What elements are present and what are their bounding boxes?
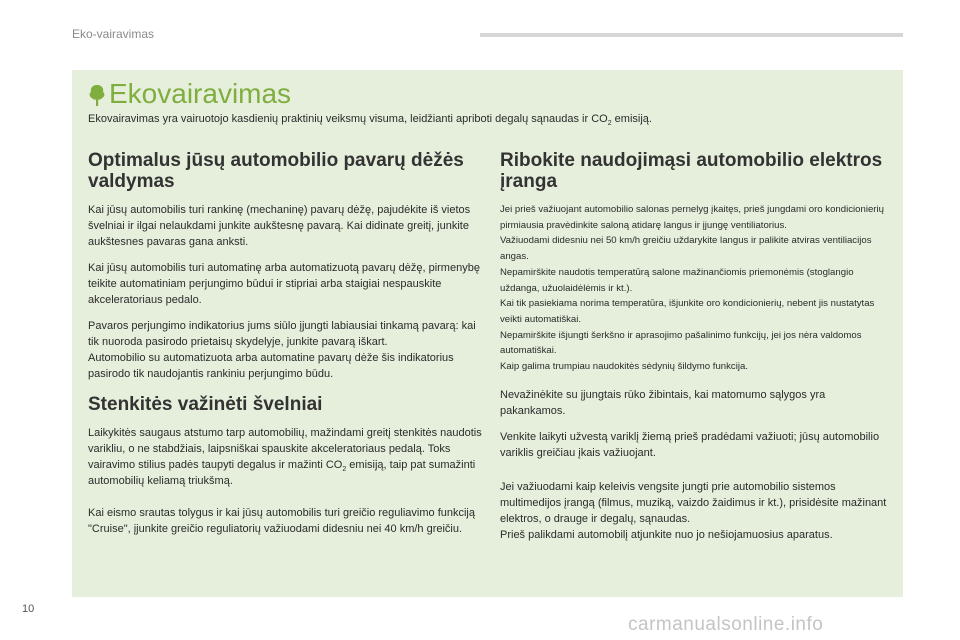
right-column bbox=[500, 150, 890, 543]
small-paragraph: Nepamirškite naudotis temperatūrą salone mažinančiomis priemonėmis (stoglangio uždanga, užuolaidėlėmis ir kt.). bbox=[500, 266, 854, 294]
heading-gearbox: Optimalus jūsų automobilio pavarų dėžės valdymas bbox=[88, 150, 464, 192]
section-title: Eko-vairavimas bbox=[72, 27, 155, 41]
small-paragraph: Nepamirškite išjungti šerkšno ir aprasojimo pašalinimo funkcijų, jei jos nėra valdomos automatiškai. bbox=[500, 329, 862, 357]
paragraph: Jei važiuodami kaip keleivis vengsite jungti prie automobilio sistemos multimedijos įrangą (filmus, muziką, vaizdo žaidimus ir kt.), prisidėsite mažinant elektros, o drauge ir degalų, sąnaudas. bbox=[500, 480, 887, 525]
heading-smooth-driving: Stenkitės važinėti švelniai bbox=[88, 394, 323, 415]
paragraph: Venkite laikyti užvestą variklį žiemą prieš pradėdami važiuoti; jūsų automobilio variklis greičiau įkais važiuojant. bbox=[500, 430, 880, 459]
intro-text: Ekovairavimas yra vairuotojo kasdienių praktinių veiksmų visuma, leidžianti apriboti degalų sąnaudas ir $CO_2$ emisiją. bbox=[88, 113, 652, 128]
paragraph: Kai jūsų automobilis turi automatinę arba automatizuotą pavarų dėžę, pirmenybę teikite automatiniam perjungimo būdui ir stipriai arba staigiai nespauskite akceleratoriaus pedalo. bbox=[88, 262, 480, 306]
small-paragraph: Kai tik pasiekiama norima temperatūra, išjunkite oro kondicionierių, nebent jis nustatytas veikti automatiškai. bbox=[500, 298, 875, 325]
paragraph: Automobilio su automatizuota arba automatine pavarų dėže šis indikatorius pasirodo tik naudojantis rankiniu perjungimo būdu. bbox=[88, 352, 454, 380]
paragraph: Laikykitės saugaus atstumo tarp automobilių, mažindami greitį stenkitės naudotis varikliu, o ne stabdžiais, laipsniškai spauskite akceleratoriaus pedalą. Toks vairavimo stilius padės taupyti degalus ir mažinti $CO_2$ emisiją, taip pat sumažinti automobilių keliamą triukšmą. bbox=[88, 427, 482, 487]
small-paragraph: Važiuodami didesniu nei 50 km/h greičiu uždarykite langus ir palikite atviras ventiliacijos angas. bbox=[500, 235, 872, 263]
paragraph: Kai eismo srautas tolygus ir kai jūsų automobilis turi greičio reguliavimo funkciją "Cruise", įjunkite greičio reguliatorių važiuodami didesniu nei 40 km/h greičiu. bbox=[88, 507, 475, 535]
small-paragraph: Kaip galima trumpiau naudokitės sėdynių šildymo funkcija. bbox=[500, 361, 748, 373]
paragraph: Prieš palikdami automobilį atjunkite nuo jo nešiojamuosius aparatus. bbox=[500, 528, 833, 541]
page-title: Ekovairavimas bbox=[109, 78, 292, 109]
paragraph: Pavaros perjungimo indikatorius jums siūlo įjungti labiausiai tinkamą pavarą: kai tik nuoroda pasirodo prietaisų skydelyje, junkite pavarą iškart. bbox=[88, 320, 476, 348]
tree-icon bbox=[88, 84, 106, 106]
small-paragraph: Jei prieš važiuojant automobilio salonas pernelyg įkaitęs, prieš jungdami oro kondicionierių pirmiausia pravėdinkite saloną atidarę langus ir įjungę ventiliatorius. bbox=[500, 204, 884, 231]
heading-electrical: Ribokite naudojimąsi automobilio elektros įranga bbox=[500, 150, 883, 192]
left-column bbox=[88, 150, 483, 537]
eco-driving-panel bbox=[72, 70, 903, 597]
paragraph: Kai jūsų automobilis turi rankinę (mechaninę) pavarų dėžę, pajudėkite iš vietos švelniai ir ilgai nelaukdami junkite aukštesnę pavarą. Kai didinate greitį, junkite aukštesnes pavaras gana anksti. bbox=[88, 204, 471, 248]
header-rule bbox=[480, 33, 903, 37]
page-number: 10 bbox=[22, 603, 35, 615]
watermark: carmanualsonline.info bbox=[628, 614, 824, 635]
paragraph: Nevažinėkite su įjungtais rūko žibintais, kai matomumo sąlygos yra pakankamos. bbox=[500, 388, 826, 417]
